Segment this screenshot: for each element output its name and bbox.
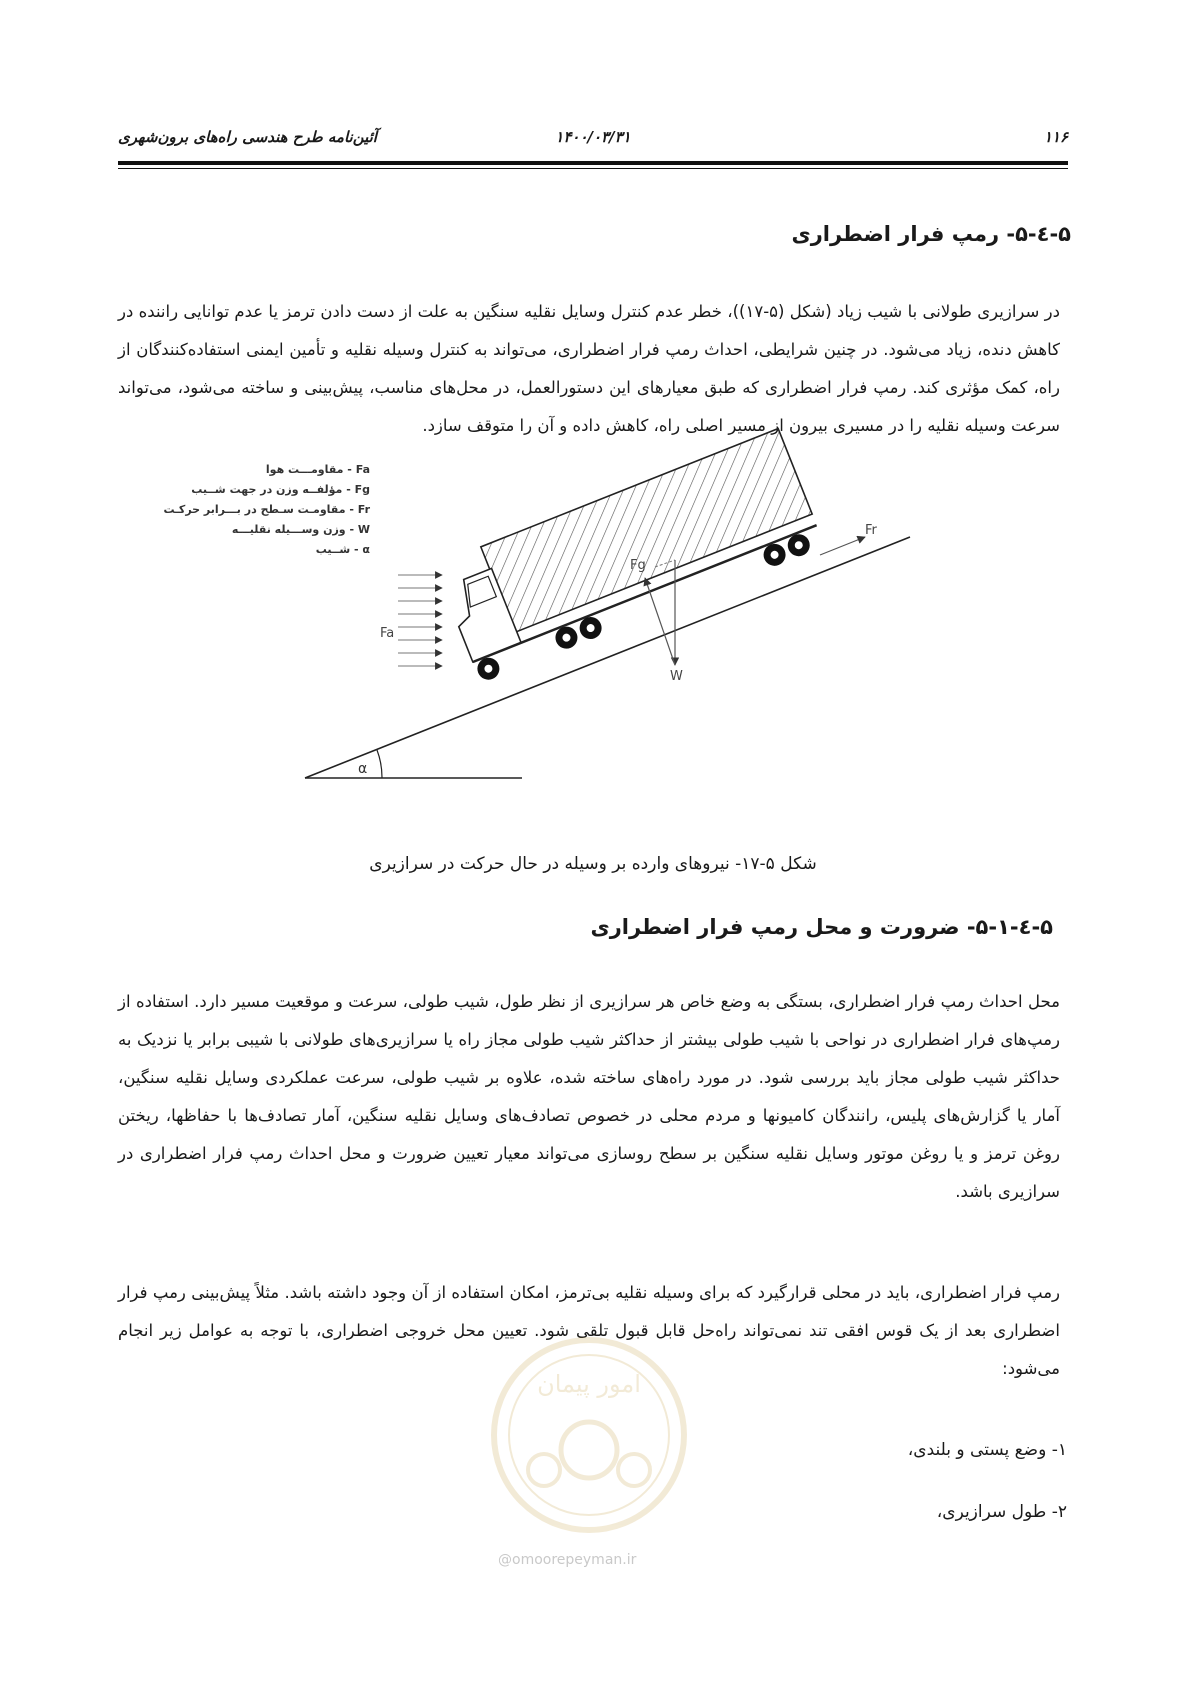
section-heading-necessity-location: ۵-٤-۵-۱- ضرورت و محل رمپ فرار اضطراری — [590, 915, 1053, 939]
w-label: W — [670, 669, 683, 684]
fg-label: Fg — [630, 558, 646, 573]
rolling-resistance-arrow — [820, 537, 865, 555]
figure-caption: شکل ۵-۱۷- نیروهای وارده بر وسیله در حال حرکت در سرازیری — [369, 854, 817, 874]
fa-label: Fa — [380, 626, 395, 641]
list-item-downgrade-length: ۲- طول سرازیری، — [936, 1502, 1067, 1522]
header-date: ۱۴۰۰/۰۳/۳۱ — [555, 128, 631, 146]
legend-item-alpha: شــیب - α — [315, 543, 370, 556]
alpha-label: α — [358, 761, 368, 777]
watermark-logo-text: امور پیمان — [537, 1370, 641, 1398]
watermark-text: @omoorepeyman.ir — [498, 1552, 637, 1568]
header-title: آئین‌نامه طرح هندسی راه‌های برون‌شهری — [118, 128, 377, 146]
paragraph-necessity — [118, 983, 1060, 1211]
watermark-logo — [484, 1320, 694, 1550]
forces-on-truck-diagram — [163, 463, 1000, 800]
trailer — [481, 429, 812, 633]
page-number: ۱۱۶ — [1043, 128, 1068, 146]
angle-arc — [377, 750, 382, 778]
section-heading-emergency-ramp: ۵-٤-۵- رمپ فرار اضطراری — [791, 222, 1071, 246]
fr-label: Fr — [865, 523, 877, 538]
legend-item-w: وزن وســـیله نقلیـــه - W — [231, 523, 370, 536]
paragraph-location-text: رمپ فرار اضطراری، باید در محلی قرارگیرد که برای وسیله نقلیه بی‌ترمز، امکان استفاده از آن وجود داشته باشد. مثلاً پیش‌بینی رمپ فرار اضطراری بعد از یک قوس افقی تند نمی‌تواند راه‌حل قابل قبول تلقی شود. تعیین محل خروجی اضطراری، با توجه به عوامل زیر انجام می‌شود: — [118, 1283, 1060, 1378]
grade-component-arrow — [645, 578, 675, 665]
page-header — [118, 128, 1068, 156]
truck — [434, 429, 825, 684]
header-rule-thick — [118, 161, 1068, 165]
legend-item-fr: مقاومـت سـطح در بـــرابر حرکـت - Fr — [163, 503, 370, 516]
paragraph-necessity-text: محل احداث رمپ فرار اضطراری، بستگی به وضع خاص هر سرازیری از نظر طول، شیب طولی، سرعت و موقعیت مسیر دارد. استفاده از رمپ‌های فرار اضطراری در نواحی با شیب طولی بیشتر از حداکثر شیب طولی مجاز راه یا سرازیری‌های طولانی با شیبی برابر یا نزدیک به حداکثر شیب طولی مجاز باید بررسی شود. در مورد راه‌های ساخته شده، علاوه بر شیب طولی، سرعت عملکردی وسایل نقلیه سنگین، آمار یا گزارش‌های پلیس، رانندگان کامیونها و مردم محلی در خصوص تصادف‌های وسایل نقلیه سنگین، آمار تصادف‌ها با حفاظها، ریختن روغن ترمز و یا روغن موتور وسایل نقلیه سنگین بر سطح روسازی می‌تواند معیار تعیین ضرورت و محل احداث رمپ فرار اضطراری در سرازیری باشد. — [118, 992, 1060, 1201]
header-rule-thin — [118, 168, 1068, 169]
list-item-topography: ۱- وضع پستی و بلندی، — [907, 1440, 1067, 1460]
air-resistance-arrows — [398, 575, 442, 666]
paragraph-intro — [118, 293, 1060, 445]
legend-item-fg: مؤلفــه وزن در جهت شــیب - Fg — [191, 483, 370, 496]
paragraph-intro-text: در سرازیری طولانی با شیب زیاد (شکل (۵-۱۷))، خطر عدم کنترل وسایل نقلیه سنگین به علت از دست دادن ترمز یا عدم توانایی راننده در کاهش دنده، زیاد می‌شود. در چنین شرایطی، احداث رمپ فرار اضطراری، می‌تواند به کنترل وسیله نقلیه و تأمین ایمنی استفاده‌کنندگان از راه، کمک مؤثری کند. رمپ فرار اضطراری که طبق معیارهای این دستورالعمل، در محل‌های مناسب، پیش‌بینی و ساخته می‌شود، می‌تواند سرعت وسیله نقلیه را در مسیری بیرون از مسیر اصلی راه، کاهش داده و آن را متوقف سازد. — [118, 302, 1060, 435]
diagram-legend — [164, 463, 371, 556]
legend-item-fa: مقاومـــت هوا - Fa — [265, 463, 370, 476]
